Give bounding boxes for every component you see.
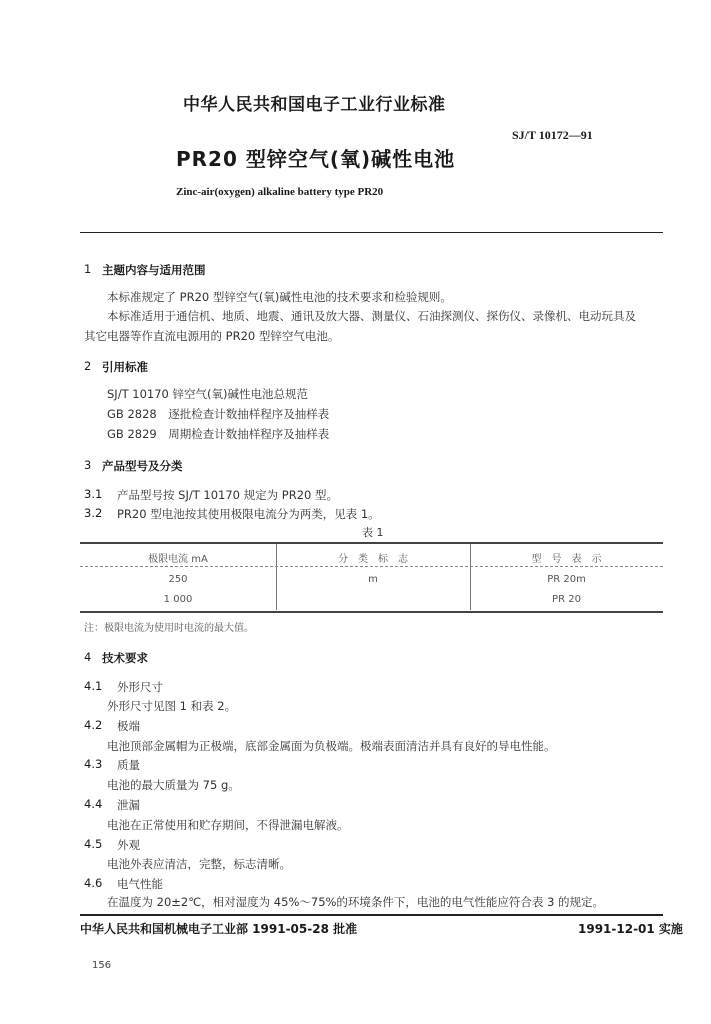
footer-rule <box>80 914 663 916</box>
section-2-title: 引用标准 <box>102 360 148 374</box>
issuer-title: 中华人民共和国电子工业行业标准 <box>183 95 446 115</box>
item-4-2-text: 电池顶部金属帽为正极端，底部金属面为负极端。极端表面清洁并具有良好的导电性能。 <box>107 739 556 753</box>
table-header-cell: 型 号 表 示 <box>531 554 602 565</box>
document-subtitle: Zinc-air(oxygen) alkaline battery type PR20 <box>176 186 384 198</box>
table-caption: 表 1 <box>362 526 384 539</box>
section-4-number: 4 <box>84 650 92 664</box>
section-3-title: 产品型号及分类 <box>102 459 183 473</box>
table-cell: PR 20m <box>547 574 586 585</box>
table-cell: m <box>368 574 378 585</box>
item-4-3-text: 电池的最大质量为 75 g。 <box>107 778 240 792</box>
item-3-1-number: 3.1 <box>84 487 103 501</box>
table-top-rule <box>80 542 663 544</box>
item-4-6-text: 在温度为 20±2℃，相对湿度为 45%～75%的环境条件下，电池的电气性能应符合表 3 的规定。 <box>107 895 605 909</box>
table-cell: 1 000 <box>163 594 193 605</box>
item-4-3-label: 质量 <box>117 758 140 772</box>
item-4-2-label: 极端 <box>117 719 140 733</box>
implementation-date: 1991-12-01 实施 <box>578 922 683 936</box>
section-1-number: 1 <box>84 262 92 276</box>
item-4-5-number: 4.5 <box>84 837 103 851</box>
reference-standard: GB 2829 周期检查计数抽样程序及抽样表 <box>107 427 330 441</box>
reference-standard: GB 2828 逐批检查计数抽样程序及抽样表 <box>107 407 330 421</box>
section-1-title: 主题内容与适用范围 <box>102 263 206 277</box>
header-rule <box>80 232 663 233</box>
approval-statement: 中华人民共和国机械电子工业部 1991-05-28 批准 <box>80 922 358 936</box>
item-3-1-text: 产品型号按 SJ/T 10170 规定为 PR20 型。 <box>117 488 339 502</box>
standard-code: SJ/T 10172—91 <box>512 128 593 142</box>
item-4-3-number: 4.3 <box>84 757 103 771</box>
table-bottom-rule <box>80 611 663 613</box>
item-4-6-label: 电气性能 <box>117 877 163 891</box>
table-header-rule <box>80 566 663 567</box>
item-4-6-number: 4.6 <box>84 876 103 890</box>
page-number: 156 <box>92 960 112 971</box>
section-1-para-1: 本标准规定了 PR20 型锌空气(氧)碱性电池的技术要求和检验规则。 <box>107 290 452 304</box>
item-4-1-number: 4.1 <box>84 679 103 693</box>
section-1-para-2b: 其它电器等作直流电源用的 PR20 型锌空气电池。 <box>84 329 340 343</box>
item-4-2-number: 4.2 <box>84 718 103 732</box>
item-4-1-text: 外形尺寸见图 1 和表 2。 <box>107 699 237 713</box>
table-header-cell: 分 类 标 志 <box>338 554 408 565</box>
table-note: 注：极限电流为使用时电流的最大值。 <box>84 623 254 634</box>
section-1-para-2a: 本标准适用于通信机、地质、地震、通讯及放大器、测量仪、石油探测仪、探伤仪、录像机、电动玩具及 <box>107 309 636 323</box>
document-title: PR20 型锌空气(氧)碱性电池 <box>176 147 456 171</box>
item-3-2-text: PR20 型电池按其使用极限电流分为两类，见表 1。 <box>117 507 380 521</box>
item-4-4-label: 泄漏 <box>117 798 140 812</box>
section-3-number: 3 <box>84 458 92 472</box>
section-4-title: 技术要求 <box>102 651 148 665</box>
item-4-5-text: 电池外表应清洁，完整，标志清晰。 <box>107 857 291 871</box>
table-cell: PR 20 <box>552 594 581 605</box>
table-cell: 250 <box>168 574 188 585</box>
item-4-1-label: 外形尺寸 <box>117 680 163 694</box>
item-4-4-number: 4.4 <box>84 797 103 811</box>
table-header-cell: 极限电流 mA <box>148 554 208 565</box>
reference-standard: SJ/T 10170 锌空气(氧)碱性电池总规范 <box>107 387 308 401</box>
item-4-4-text: 电池在正常使用和贮存期间，不得泄漏电解液。 <box>107 818 349 832</box>
item-4-5-label: 外观 <box>117 838 140 852</box>
item-3-2-number: 3.2 <box>84 506 103 520</box>
section-2-number: 2 <box>84 359 92 373</box>
